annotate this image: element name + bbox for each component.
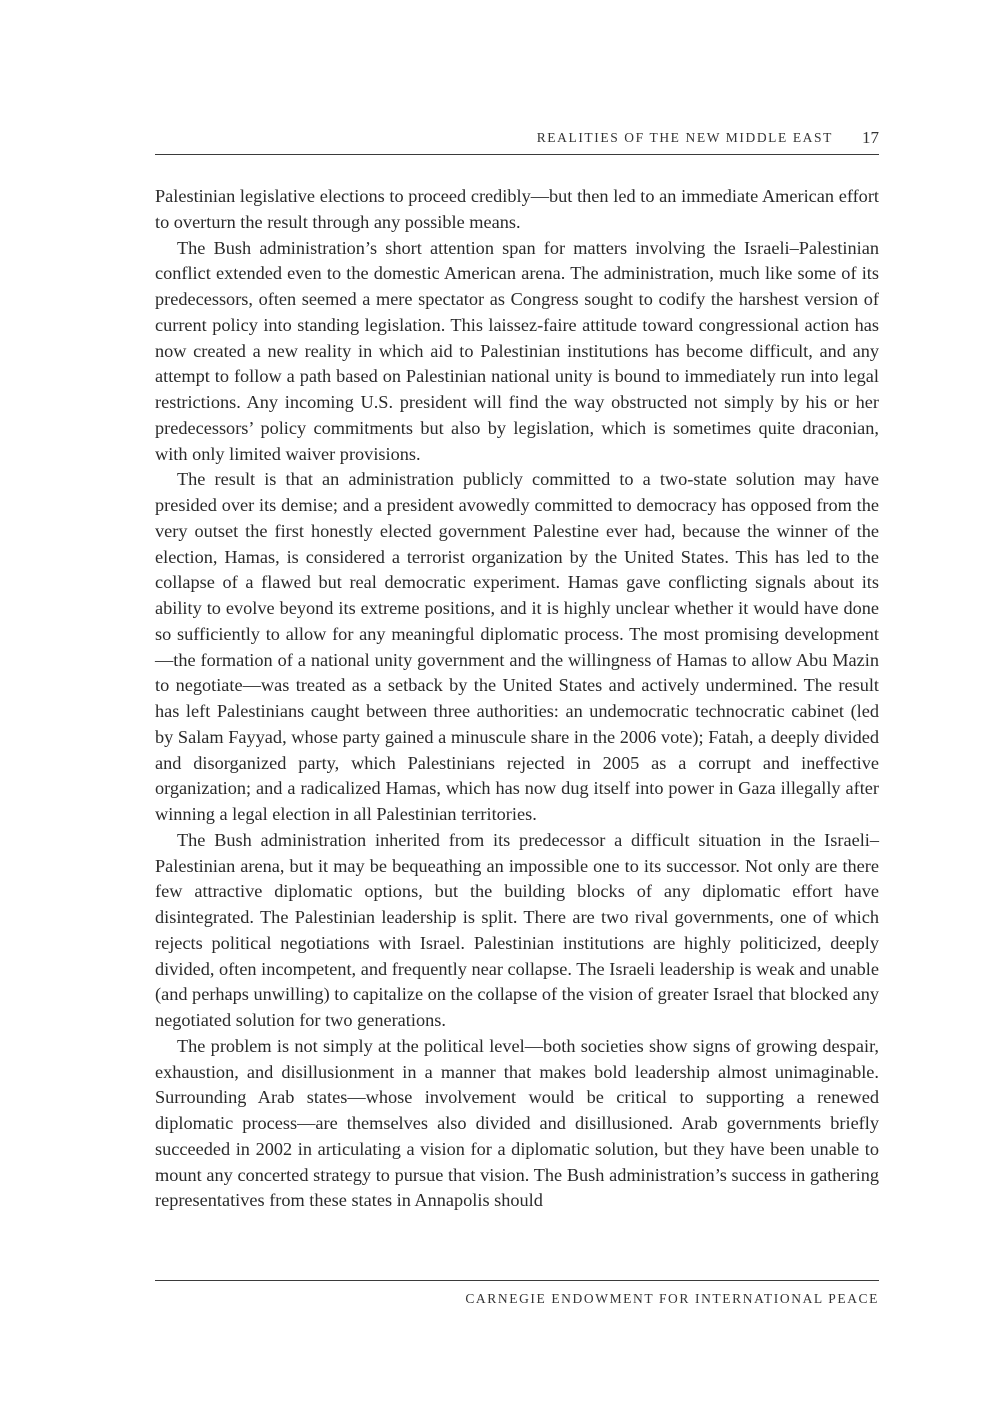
paragraph-4: The Bush administration inherited from its predecessor a difficult situation in the Israeli–Palestinian arena, but it may be bequeathing an impossible one to its successor. Not only are there few attractive diplomatic options, but the building blocks of any diplomatic effort have disintegrated. The Palestinian leadership is split. There are two rival governments, one of which rejects political negotiations with Israel. Palestinian institutions are highly politicized, deeply divided, often incompetent, and frequently near collapse. The Israeli leadership is weak and unable (and perhaps unwilling) to capitalize on the collapse of the vision of greater Israel that blocked any negotiated solution for two generations.: [155, 829, 879, 1030]
paragraph-2: The Bush administration’s short attention span for matters involving the Israeli–Palestinian conflict extended even to the domestic American arena. The administration, much like some of its predecessors, often seemed a mere spectator as Congress sought to codify the harshest version of current policy into standing legislation. This laissez-faire attitude toward congressional action has now created a new reality in which aid to Palestinian institutions has become difficult, and any attempt to follow a path based on Palestinian national unity is bound to immediately run into legal restrictions. Any incoming U.S. president will find the way obstructed not simply by his or her predecessors’ policy commitments but also by legislation, which is sometimes quite draconian, with only limited waiver provisions.: [155, 237, 879, 464]
page-footer: [155, 1280, 879, 1306]
paragraph-3: The result is that an administration publicly committed to a two-state solution may have presided over its demise; and a president avowedly committed to democracy has opposed from the very outset the first honestly elected government Palestine ever had, because the winner of the election, Hamas, is considered a terrorist organization by the United States. This has led to the collapse of a flawed but real democratic experiment. Hamas gave conflicting signals about its ability to evolve beyond its extreme positions, and it is highly unclear whether it would have done so sufficiently to allow for any meaningful diplomatic process. The most promising development—the formation of a national unity government and the willingness of Hamas to allow Abu Mazin to negotiate—was treated as a setback by the United States and actively undermined. The result has left Palestinians caught between three authorities: an undemocratic technocratic cabinet (led by Salam Fayyad, whose party gained a minuscule share in the 2006 vote); Fatah, a deeply divided and disorganized party, which Palestinians rejected in 2005 as a corrupt and ineffective organization; and a radicalized Hamas, which has now dug itself into power in Gaza illegally after winning a legal election in all Palestinian territories.: [155, 469, 879, 824]
paragraph-5: The problem is not simply at the political level—both societies show signs of growing despair, exhaustion, and disillusionment in a manner that makes bold leadership almost unimaginable. Surrounding Arab states—whose involvement would be critical to supporting a renewed diplomatic process—are themselves also divided and disillusioned. Arab governments briefly succeeded in 2002 in articulating a vision for a diplomatic solution, but they have been unable to mount any concerted strategy to pursue that vision. The Bush administration’s success in gathering representatives from these states in Annapolis should: [155, 1035, 879, 1211]
running-head: [155, 128, 879, 155]
body-text: [155, 184, 879, 1214]
running-title: REALITIES OF THE NEW MIDDLE EAST: [536, 130, 833, 145]
footer-publisher: CARNEGIE ENDOWMENT FOR INTERNATIONAL PEACE: [465, 1291, 879, 1306]
page-number: 17: [862, 128, 879, 147]
paragraph-1: Palestinian legislative elections to proceed credibly—but then led to an immediate American effort to overturn the result through any possible means.: [155, 186, 879, 232]
